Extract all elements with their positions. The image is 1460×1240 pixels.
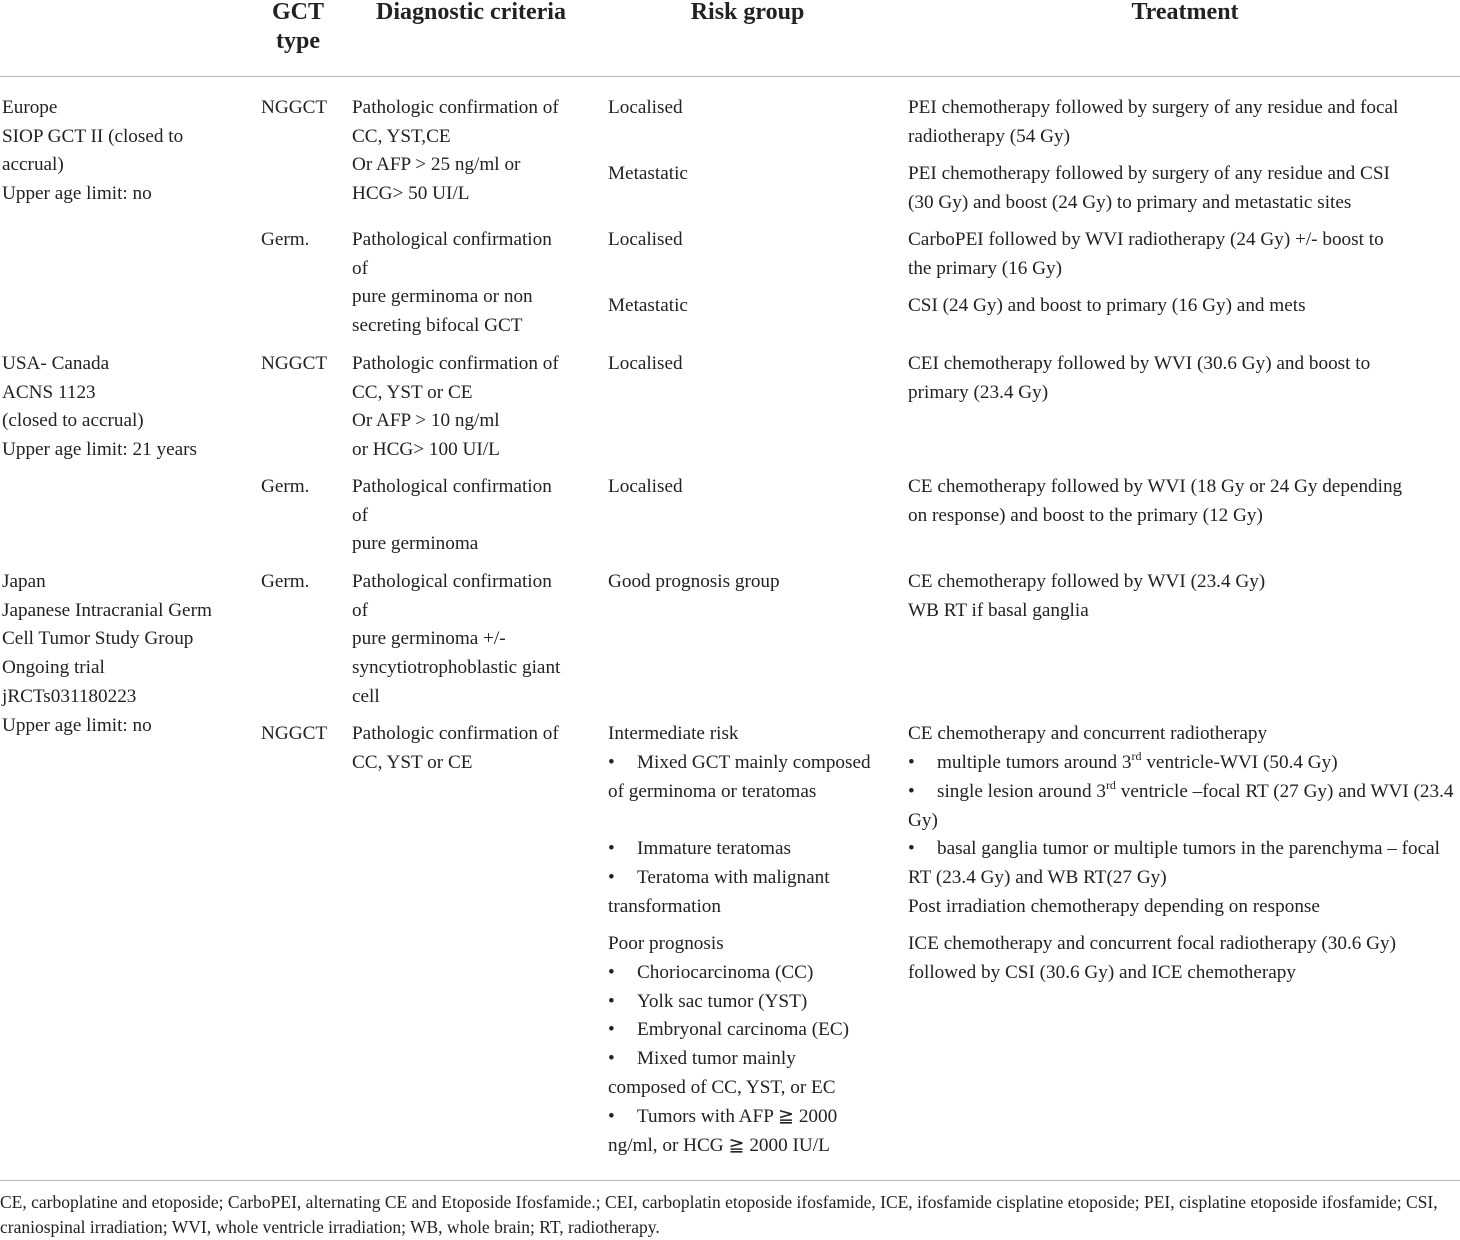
treatment-japan-intermediate-title: CE chemotherapy and concurrent radiotherapy — [908, 723, 1268, 744]
list-item: • Choriocarcinoma (CC) — [608, 959, 878, 988]
bullet-icon: • — [608, 1048, 615, 1069]
list-item: • Embryonal carcinoma (EC) — [608, 1016, 878, 1045]
bullet-icon: • — [908, 752, 915, 773]
risk-europe-nggct-localised: Localised — [608, 97, 683, 118]
risk-europe-germ-localised: Localised — [608, 229, 683, 250]
diagnostic-japan-germ: Pathological confirmation of pure germinoma +/- syncytiotrophoblastic giant cell — [352, 571, 561, 707]
bullet-icon: • — [608, 1019, 615, 1040]
header-risk-group: Risk group — [690, 0, 805, 25]
risk-usa-nggct: Localised — [608, 353, 683, 374]
header-diagnostic-criteria: Diagnostic criteria — [376, 0, 566, 25]
bullet-icon: • — [608, 962, 615, 983]
bullet-icon: • — [608, 1106, 615, 1127]
footer-rule — [0, 1180, 1460, 1181]
risk-europe-nggct-metastatic: Metastatic — [608, 163, 688, 184]
list-item: • single lesion around 3rd ventricle –focal RT (27 Gy) and WVI (23.4 Gy) — [908, 778, 1454, 831]
gct-type-europe-nggct: NGGCT — [261, 97, 328, 118]
treatment-usa-nggct: CEI chemotherapy followed by WVI (30.6 Gy) and boost to primary (23.4 Gy) — [908, 353, 1371, 403]
gct-type-japan-nggct: NGGCT — [261, 723, 328, 744]
risk-japan-intermediate-title: Intermediate risk — [608, 723, 739, 744]
bullet-icon: • — [608, 991, 615, 1012]
header-treatment: Treatment — [1131, 0, 1239, 25]
diagnostic-japan-nggct: Pathologic confirmation of CC, YST or CE — [352, 723, 559, 773]
list-item: • Yolk sac tumor (YST) — [608, 988, 878, 1017]
header-gct-type: GCT type — [271, 0, 324, 54]
list-item: • Mixed tumor mainly composed of CC, YST, or EC — [608, 1045, 878, 1102]
diagnostic-europe-germ: Pathological confirmation of pure germinoma or non secreting bifocal GCT — [352, 229, 552, 337]
gct-type-usa-germ: Germ. — [261, 476, 310, 497]
diagnostic-usa-germ: Pathological confirmation of pure germinoma — [352, 476, 552, 555]
diagnostic-usa-nggct: Pathologic confirmation of CC, YST or CE Or AFP > 10 ng/ml or HCG> 100 UI/L — [352, 353, 559, 461]
header-rule — [0, 76, 1460, 77]
footnote: CE, carboplatine and etoposide; CarboPEI, alternating CE and Etoposide Ifosfamide.; CEI, carboplatin etoposide ifosfamide, ICE, ifosfamide cisplatine etoposide; PEI, cisplatine etoposide ifosfamide; CSI, craniospinal irradiation; WVI, whole ventricle irradiation; WB, whole brain; RT, radiotherapy. — [0, 1192, 1438, 1237]
diagnostic-europe-nggct: Pathologic confirmation of CC, YST,CE Or AFP > 25 ng/ml or HCG> 50 UI/L — [352, 97, 559, 205]
list-item: • Mixed GCT mainly composed of germinoma or teratomas — [608, 749, 878, 806]
bullet-icon: • — [908, 838, 915, 859]
trial-europe: Europe SIOP GCT II (closed to accrual) Upper age limit: no — [2, 97, 184, 205]
risk-japan-germ: Good prognosis group — [608, 571, 780, 592]
treatment-japan-intermediate-post: Post irradiation chemotherapy depending on response — [908, 896, 1320, 917]
list-item: • Tumors with AFP ≧ 2000 ng/ml, or HCG ≧ 2000 IU/L — [608, 1103, 878, 1160]
list-item: • Teratoma with malignant transformation — [608, 864, 878, 921]
treatment-japan-germ: CE chemotherapy followed by WVI (23.4 Gy) WB RT if basal ganglia — [908, 571, 1266, 621]
gct-type-usa-nggct: NGGCT — [261, 353, 328, 374]
list-item: • Immature teratomas — [608, 835, 878, 864]
bullet-icon: • — [908, 781, 915, 802]
treatment-usa-germ: CE chemotherapy followed by WVI (18 Gy or 24 Gy depending on response) and boost to the primary (12 Gy) — [908, 476, 1403, 526]
treatment-europe-nggct-metastatic: PEI chemotherapy followed by surgery of any residue and CSI (30 Gy) and boost (24 Gy) to primary and metastatic sites — [908, 163, 1390, 213]
treatment-europe-nggct-localised: PEI chemotherapy followed by surgery of any residue and focal radiotherapy (54 Gy) — [908, 97, 1399, 147]
bullet-icon: • — [608, 867, 615, 888]
risk-japan-poor-title: Poor prognosis — [608, 933, 724, 954]
gct-type-europe-germ: Germ. — [261, 229, 310, 250]
gct-type-japan-germ: Germ. — [261, 571, 310, 592]
trial-usa-canada: USA- Canada ACNS 1123 (closed to accrual) Upper age limit: 21 years — [2, 353, 198, 461]
treatment-europe-germ-localised: CarboPEI followed by WVI radiotherapy (24 Gy) +/- boost to the primary (16 Gy) — [908, 229, 1384, 279]
risk-usa-germ: Localised — [608, 476, 683, 497]
list-item: • multiple tumors around 3rd ventricle-WVI (50.4 Gy) — [908, 749, 1460, 778]
bullet-icon: • — [608, 838, 615, 859]
trial-japan: Japan Japanese Intracranial Germ Cell Tumor Study Group Ongoing trial jRCTs031180223 Upper age limit: no — [2, 571, 212, 736]
bullet-icon: • — [608, 752, 615, 773]
treatment-japan-poor: ICE chemotherapy and concurrent focal radiotherapy (30.6 Gy) followed by CSI (30.6 Gy) and ICE chemotherapy — [908, 933, 1397, 983]
risk-europe-germ-metastatic: Metastatic — [608, 295, 688, 316]
list-item: • basal ganglia tumor or multiple tumors in the parenchyma – focal RT (23.4 Gy) and WB RT(27 Gy) — [908, 835, 1460, 892]
treatment-europe-germ-metastatic: CSI (24 Gy) and boost to primary (16 Gy) and mets — [908, 295, 1306, 316]
